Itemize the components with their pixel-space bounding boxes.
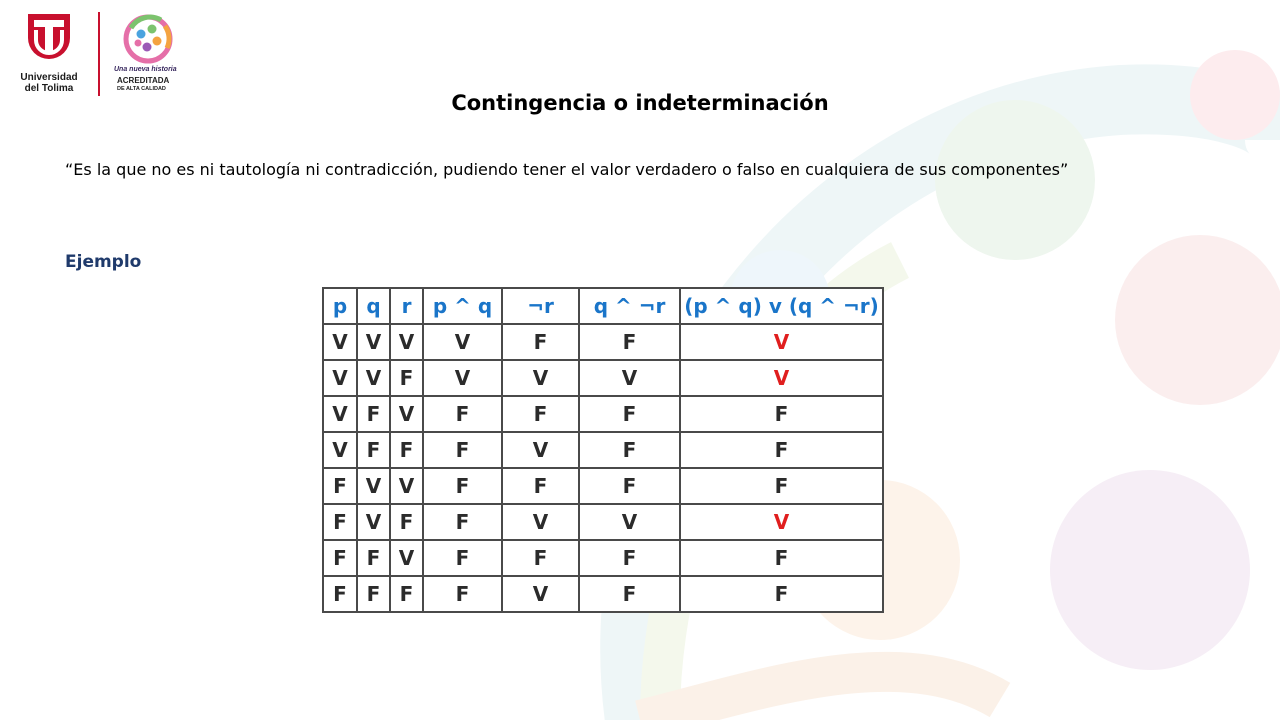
- table-cell: V: [390, 396, 423, 432]
- table-cell: V: [423, 324, 502, 360]
- university-logo-icon: [14, 10, 84, 70]
- table-cell: F: [502, 540, 579, 576]
- tagline: Una nueva historia: [114, 66, 177, 73]
- header-result: (p ^ q) v (q ^ ¬r): [680, 288, 883, 324]
- definition-text: “Es la que no es ni tautología ni contradicción, pudiendo tener el valor verdadero o falso en cualquiera de sus componentes”: [65, 160, 1069, 179]
- result-cell: V: [680, 324, 883, 360]
- result-cell: F: [680, 468, 883, 504]
- table-row: [323, 324, 883, 360]
- table-cell: F: [323, 540, 357, 576]
- table-cell: F: [390, 576, 423, 612]
- table-row: [323, 504, 883, 540]
- slide-title: Contingencia o indeterminación: [451, 91, 829, 115]
- table-cell: F: [357, 396, 390, 432]
- table-cell: F: [579, 576, 680, 612]
- header-not-r: ¬r: [502, 288, 579, 324]
- table-cell: V: [323, 360, 357, 396]
- table-cell: V: [502, 576, 579, 612]
- accreditation-line2: DE ALTA CALIDAD: [117, 86, 166, 92]
- table-cell: F: [502, 396, 579, 432]
- header-logos: [14, 10, 194, 100]
- table-cell: F: [502, 324, 579, 360]
- table-cell: V: [323, 396, 357, 432]
- table-cell: F: [357, 540, 390, 576]
- table-cell: F: [357, 432, 390, 468]
- result-cell: F: [680, 432, 883, 468]
- table-cell: F: [579, 432, 680, 468]
- table-cell: V: [579, 360, 680, 396]
- table-cell: V: [390, 540, 423, 576]
- table-cell: F: [357, 576, 390, 612]
- table-cell: V: [357, 504, 390, 540]
- university-name-line2: del Tolima: [24, 83, 74, 94]
- table-cell: F: [423, 396, 502, 432]
- table-cell: F: [423, 540, 502, 576]
- table-cell: V: [390, 324, 423, 360]
- table-row: [323, 540, 883, 576]
- table-cell: V: [323, 432, 357, 468]
- table-cell: V: [423, 360, 502, 396]
- table-cell: F: [323, 576, 357, 612]
- table-cell: F: [579, 468, 680, 504]
- result-cell: F: [680, 576, 883, 612]
- table-cell: F: [579, 324, 680, 360]
- table-row: [323, 360, 883, 396]
- table-cell: F: [423, 432, 502, 468]
- accreditation-logo-icon: [121, 12, 175, 66]
- table-cell: F: [423, 504, 502, 540]
- table-cell: F: [390, 432, 423, 468]
- logo-divider: [98, 12, 100, 96]
- result-cell: F: [680, 540, 883, 576]
- header-q: q: [357, 288, 390, 324]
- example-label: Ejemplo: [65, 252, 142, 272]
- result-cell: F: [680, 396, 883, 432]
- table-cell: V: [502, 432, 579, 468]
- truth-table-header-row: [323, 288, 883, 324]
- table-cell: F: [579, 396, 680, 432]
- table-cell: V: [357, 468, 390, 504]
- table-cell: F: [390, 360, 423, 396]
- table-cell: F: [323, 468, 357, 504]
- header-p-and-q: p ^ q: [423, 288, 502, 324]
- result-cell: V: [680, 504, 883, 540]
- table-cell: F: [390, 504, 423, 540]
- table-cell: V: [390, 468, 423, 504]
- table-row: [323, 396, 883, 432]
- table-cell: F: [323, 504, 357, 540]
- table-cell: F: [423, 576, 502, 612]
- table-cell: V: [502, 360, 579, 396]
- truth-table: [322, 287, 884, 613]
- table-row: [323, 576, 883, 612]
- table-cell: V: [357, 360, 390, 396]
- table-cell: V: [357, 324, 390, 360]
- university-name-line1: Universidad: [20, 72, 78, 83]
- header-r: r: [390, 288, 423, 324]
- table-cell: V: [579, 504, 680, 540]
- accreditation-line1: ACREDITADA: [117, 76, 170, 85]
- header-p: p: [323, 288, 357, 324]
- header-q-and-not-r: q ^ ¬r: [579, 288, 680, 324]
- table-cell: V: [502, 504, 579, 540]
- result-cell: V: [680, 360, 883, 396]
- table-cell: F: [579, 540, 680, 576]
- table-cell: F: [502, 468, 579, 504]
- table-row: [323, 468, 883, 504]
- table-cell: V: [323, 324, 357, 360]
- table-row: [323, 432, 883, 468]
- table-cell: F: [423, 468, 502, 504]
